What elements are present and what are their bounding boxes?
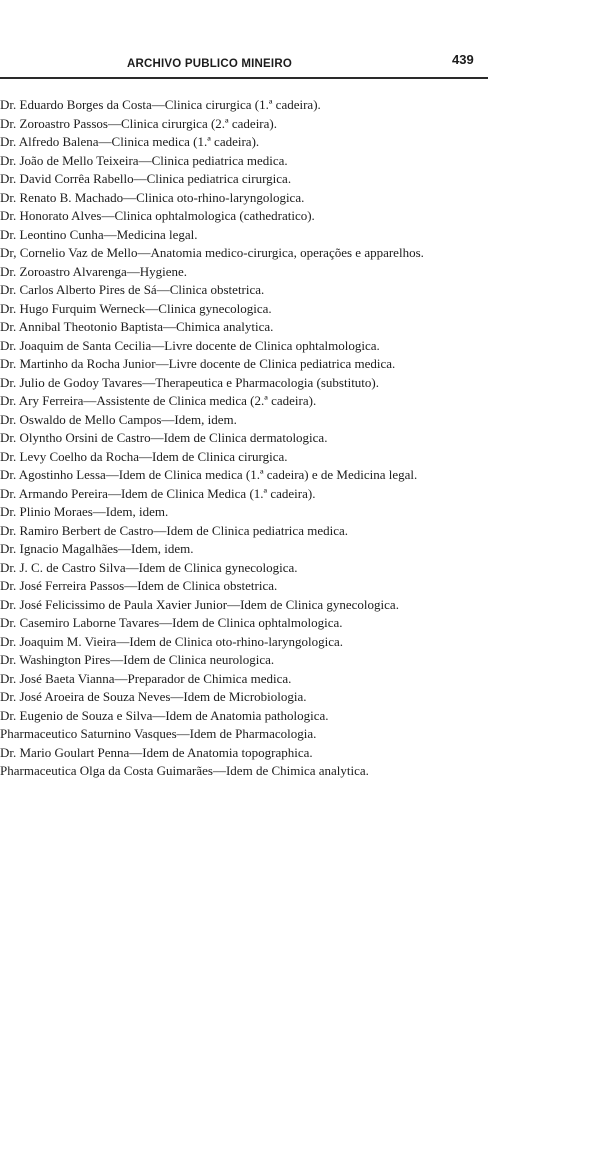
- faculty-entry: Dr. João de Mello Teixeira—Clinica pediatrica medica.: [0, 152, 288, 168]
- faculty-entry: Dr. Armando Pereira—Idem de Clinica Medica (1.ª cadeira).: [0, 485, 316, 501]
- faculty-list: [0, 96, 488, 781]
- faculty-entry: Dr. Olyntho Orsini de Castro—Idem de Clinica dermatologica.: [0, 430, 328, 445]
- faculty-entry: Pharmaceutica Olga da Costa Guimarães—Idem de Chimica analytica.: [0, 763, 369, 778]
- faculty-entry: Dr. Oswaldo de Mello Campos—Idem, idem.: [0, 411, 237, 427]
- header-rule: [0, 77, 488, 79]
- faculty-entry: Dr. Levy Coelho da Rocha—Idem de Clinica cirurgica.: [0, 448, 288, 464]
- faculty-entry: Dr. Carlos Alberto Pires de Sá—Clinica obstetrica.: [0, 282, 265, 297]
- faculty-entry: Dr. Ramiro Berbert de Castro—Idem de Clinica pediatrica medica.: [0, 522, 348, 538]
- faculty-entry: Dr. Leontino Cunha—Medicina legal.: [0, 226, 198, 242]
- page-number: 439: [452, 52, 474, 67]
- faculty-entry: Dr. Annibal Theotonio Baptista—Chimica analytica.: [0, 319, 274, 334]
- faculty-entry: Dr. Eduardo Borges da Costa—Clinica cirurgica (1.ª cadeira).: [0, 97, 321, 112]
- faculty-entry: Dr. José Aroeira de Souza Neves—Idem de Microbiologia.: [0, 689, 307, 704]
- faculty-entry: Dr. José Ferreira Passos—Idem de Clinica obstetrica.: [0, 578, 278, 593]
- faculty-entry: Dr. Joaquim de Santa Cecilia—Livre docente de Clinica ophtalmologica.: [0, 337, 380, 353]
- faculty-entry: Dr. Hugo Furquim Werneck—Clinica gynecologica.: [0, 300, 272, 316]
- faculty-entry: Dr. Plinio Moraes—Idem, idem.: [0, 504, 169, 519]
- faculty-entry: Dr. Zoroastro Passos—Clinica cirurgica (2.ª cadeira).: [0, 115, 277, 131]
- faculty-entry: Dr. Joaquim M. Vieira—Idem de Clinica oto-rhino-laryngologica.: [0, 633, 344, 649]
- faculty-entry: Dr. Mario Goulart Penna—Idem de Anatomia topographica.: [0, 744, 313, 760]
- faculty-entry: Dr. José Baeta Vianna—Preparador de Chimica medica.: [0, 670, 292, 686]
- faculty-entry: Dr. Ignacio Magalhães—Idem, idem.: [0, 541, 194, 556]
- faculty-entry: Dr. Julio de Godoy Tavares—Therapeutica e Pharmacologia (substituto).: [0, 374, 379, 390]
- faculty-entry: Dr. J. C. de Castro Silva—Idem de Clinica gynecologica.: [0, 559, 298, 575]
- faculty-entry: Dr. Zoroastro Alvarenga—Hygiene.: [0, 263, 188, 279]
- faculty-entry: Dr. Washington Pires—Idem de Clinica neurologica.: [0, 652, 275, 667]
- faculty-entry: Dr. Martinho da Rocha Junior—Livre docente de Clinica pediatrica medica.: [0, 356, 396, 371]
- faculty-entry: Dr. Alfredo Balena—Clinica medica (1.ª cadeira).: [0, 134, 260, 149]
- faculty-entry: Dr. Casemiro Laborne Tavares—Idem de Clinica ophtalmologica.: [0, 615, 343, 630]
- page-header: [0, 52, 500, 74]
- running-title: ARCHIVO PUBLICO MINEIRO: [127, 58, 292, 70]
- faculty-entry: Dr. David Corrêa Rabello—Clinica pediatrica cirurgica.: [0, 171, 292, 186]
- faculty-entry: Dr. Honorato Alves—Clinica ophtalmologica (cathedratico).: [0, 208, 315, 223]
- faculty-entry: Dr. José Felicissimo de Paula Xavier Junior—Idem de Clinica gynecologica.: [0, 596, 399, 612]
- faculty-entry: Dr. Agostinho Lessa—Idem de Clinica medica (1.ª cadeira) e de Medicina legal.: [0, 467, 418, 482]
- faculty-entry: Dr. Eugenio de Souza e Silva—Idem de Anatomia pathologica.: [0, 707, 329, 723]
- faculty-entry: Dr. Renato B. Machado—Clinica oto-rhino-laryngologica.: [0, 189, 305, 205]
- faculty-entry: Pharmaceutico Saturnino Vasques—Idem de Pharmacologia.: [0, 726, 317, 741]
- faculty-entry: Dr. Ary Ferreira—Assistente de Clinica medica (2.ª cadeira).: [0, 393, 317, 408]
- faculty-entry: Dr, Cornelio Vaz de Mello—Anatomia medico-cirurgica, operações e apparelhos.: [0, 245, 424, 260]
